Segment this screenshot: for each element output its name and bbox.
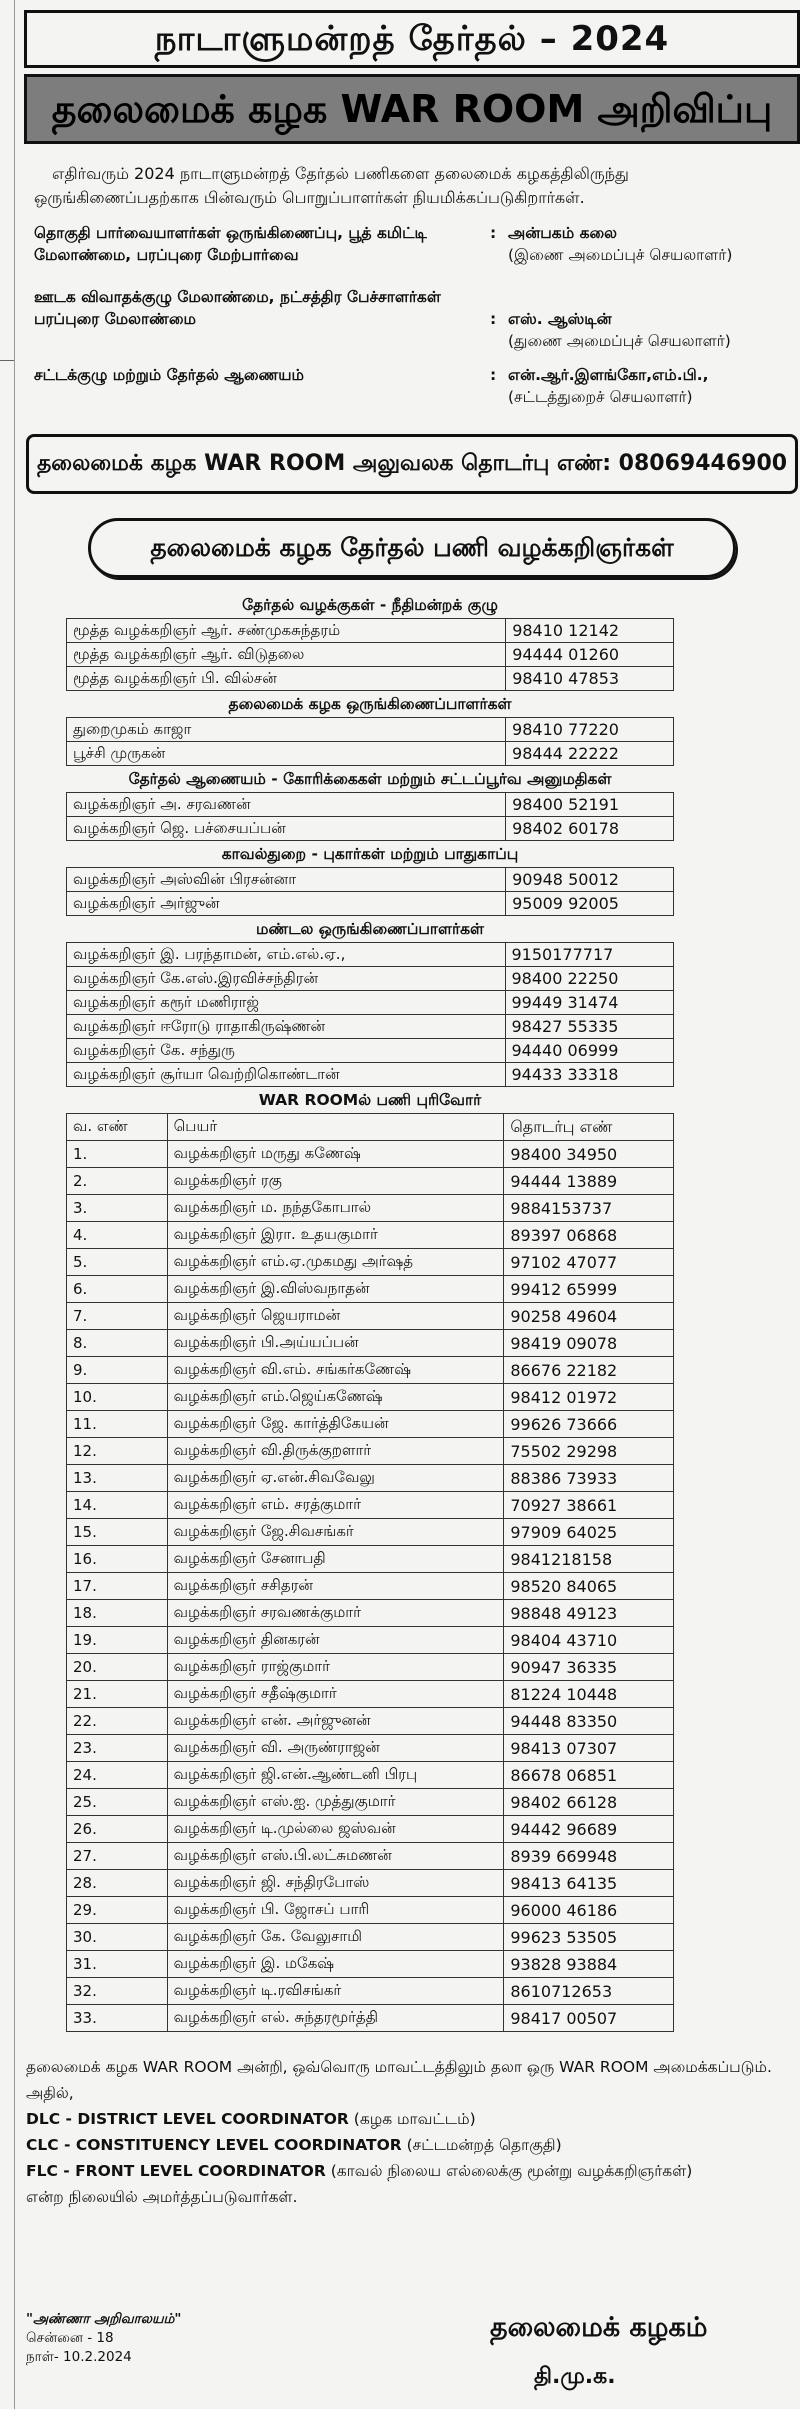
lawyers-tables (66, 592, 674, 2032)
serial-number: 1. (67, 1141, 168, 1168)
member-name: வழக்கறிஞர் இ.விஸ்வநாதன் (167, 1276, 504, 1303)
serial-number: 13. (67, 1465, 168, 1492)
member-phone: 94448 83350 (504, 1708, 674, 1735)
table-row (67, 1870, 674, 1897)
serial-number: 31. (67, 1951, 168, 1978)
member-name: வழக்கறிஞர் ரகு (167, 1168, 504, 1195)
table-row (67, 1519, 674, 1546)
serial-number: 20. (67, 1654, 168, 1681)
member-phone: 75502 29298 (504, 1438, 674, 1465)
section-heading: காவல்துறை - புகார்கள் மற்றும் பாதுகாப்பு (221, 845, 519, 863)
serial-number: 6. (67, 1276, 168, 1303)
serial-header: வ. எண் (67, 1114, 168, 1141)
member-phone: 99412 65999 (504, 1276, 674, 1303)
serial-number: 8. (67, 1330, 168, 1357)
table-row (67, 667, 674, 691)
level-title: - DISTRICT LEVEL COORDINATOR (60, 2110, 349, 2128)
lawyer-name: வழக்கறிஞர் அர்ஜுன் (67, 892, 506, 916)
table-row (67, 619, 674, 643)
serial-number: 26. (67, 1816, 168, 1843)
table-row (67, 1063, 674, 1087)
serial-number: 11. (67, 1411, 168, 1438)
appointee-designation: (இணை அமைப்புச் செயலாளர்) (508, 246, 733, 264)
member-name: வழக்கறிஞர் கே. வேலுசாமி (167, 1924, 504, 1951)
member-phone: 98400 34950 (504, 1141, 674, 1168)
member-phone: 86678 06851 (504, 1762, 674, 1789)
member-phone: 81224 10448 (504, 1681, 674, 1708)
member-phone: 9884153737 (504, 1195, 674, 1222)
member-phone: 98417 00507 (504, 2005, 674, 2032)
table-row (67, 1357, 674, 1384)
level-note: (காவல் நிலைய எல்லைக்கு மூன்று வழக்கறிஞர்கள்) (325, 2162, 693, 2180)
serial-number: 19. (67, 1627, 168, 1654)
appointee-name: அன்பகம் கலை (508, 224, 618, 242)
appointment-role: ஊடக விவாதக்குழு மேலாண்மை, நட்சத்திர பேச்சாளர்கள் பரப்புரை மேலாண்மை (34, 288, 441, 328)
member-phone: 96000 46186 (504, 1897, 674, 1924)
table-row (67, 1762, 674, 1789)
table-row (67, 742, 674, 766)
war-room-table (66, 1113, 674, 2032)
name-header: பெயர் (167, 1114, 504, 1141)
member-name: வழக்கறிஞர் சரவணக்குமார் (167, 1600, 504, 1627)
level-abbreviation: DLC (26, 2110, 61, 2128)
coordinator-level (26, 2132, 790, 2158)
member-name: வழக்கறிஞர் என். அர்ஜுனன் (167, 1708, 504, 1735)
lawyer-sections (66, 592, 674, 1087)
member-name: வழக்கறிஞர் தினகரன் (167, 1627, 504, 1654)
member-name: வழக்கறிஞர் எம்.ஜெய்கணேஷ் (167, 1384, 504, 1411)
member-phone: 98848 49123 (504, 1600, 674, 1627)
serial-number: 2. (67, 1168, 168, 1195)
table-row (67, 1708, 674, 1735)
level-title: - FRONT LEVEL COORDINATOR (57, 2162, 326, 2180)
table-row (67, 1039, 674, 1063)
section-table (66, 942, 674, 1087)
coordinator-levels (26, 2106, 790, 2184)
serial-number: 25. (67, 1789, 168, 1816)
member-name: வழக்கறிஞர் ஜே. கார்த்திகேயன் (167, 1411, 504, 1438)
adjacent-column-box (0, 0, 14, 361)
table-row (67, 793, 674, 817)
serial-number: 22. (67, 1708, 168, 1735)
adjacent-column-edge (0, 0, 15, 2409)
lawyer-name: வழக்கறிஞர் ஈரோடு ராதாகிருஷ்ணன் (67, 1015, 506, 1039)
section-heading: தேர்தல் ஆணையம் - கோரிக்கைகள் மற்றும் சட்டப்பூர்வ அனுமதிகள் (128, 770, 612, 788)
member-phone: 90947 36335 (504, 1654, 674, 1681)
serial-number: 21. (67, 1681, 168, 1708)
member-phone: 94442 96689 (504, 1816, 674, 1843)
lawyer-phone: 98410 77220 (506, 718, 674, 742)
appointment-person (508, 364, 790, 408)
party-headquarters: தலைமைக் கழகம் (490, 2312, 708, 2343)
member-name: வழக்கறிஞர் எஸ்.பி.லட்சுமணன் (167, 1843, 504, 1870)
serial-number: 24. (67, 1762, 168, 1789)
colon-separator: : (490, 310, 497, 328)
section-heading: தலைமைக் கழக ஒருங்கிணைப்பாளர்கள் (228, 695, 512, 713)
lawyer-name: வழக்கறிஞர் அஸ்வின் பிரசன்னா (67, 868, 506, 892)
lawyer-phone: 98410 12142 (506, 619, 674, 643)
lawyer-phone: 94433 33318 (505, 1063, 674, 1087)
lawyer-name: வழக்கறிஞர் ஜெ. பச்சையப்பன் (67, 817, 506, 841)
lawyer-name: வழக்கறிஞர் கே.எஸ்.இரவிச்சந்திரன் (67, 967, 506, 991)
table-row (67, 1276, 674, 1303)
table-row (67, 1627, 674, 1654)
phone-header: தொடர்பு எண் (504, 1114, 674, 1141)
member-phone: 9841218158 (504, 1546, 674, 1573)
page-title: நாடாளுமன்றத் தேர்தல் – 2024 (24, 10, 800, 68)
serial-number: 32. (67, 1978, 168, 2005)
member-name: வழக்கறிஞர் ஜெயராமன் (167, 1303, 504, 1330)
table-row (67, 1168, 674, 1195)
lawyer-name: மூத்த வழக்கறிஞர் பி. வில்சன் (67, 667, 506, 691)
appointee-designation: (சட்டத்துறைச் செயலாளர்) (508, 388, 693, 406)
member-name: வழக்கறிஞர் இரா. உதயகுமார் (167, 1222, 504, 1249)
appointment-row (34, 364, 790, 408)
member-phone: 86676 22182 (504, 1357, 674, 1384)
serial-number: 14. (67, 1492, 168, 1519)
serial-number: 27. (67, 1843, 168, 1870)
member-phone: 8939 669948 (504, 1843, 674, 1870)
member-phone: 98404 43710 (504, 1627, 674, 1654)
member-name: வழக்கறிஞர் வி.திருக்குறளார் (167, 1438, 504, 1465)
level-abbreviation: FLC (26, 2162, 58, 2180)
member-name: வழக்கறிஞர் சதீஷ்குமார் (167, 1681, 504, 1708)
district-war-room-note: தலைமைக் கழக WAR ROOM அன்றி, ஒவ்வொரு மாவட்டத்திலும் தலா ஒரு WAR ROOM அமைக்கப்படும். அதில், (26, 2058, 772, 2102)
level-note: (சட்டமன்றத் தொகுதி) (401, 2136, 562, 2154)
member-phone: 98520 84065 (504, 1573, 674, 1600)
table-row (67, 1735, 674, 1762)
war-room-heading: WAR ROOMல் பணி புரிவோர் (258, 1091, 482, 1109)
member-name: வழக்கறிஞர் ஜி.என்.ஆண்டனி பிரபு (167, 1762, 504, 1789)
member-phone: 97909 64025 (504, 1519, 674, 1546)
table-row (67, 1978, 674, 2005)
appointee-name: என்.ஆர்.இளங்கோ,எம்.பி., (508, 366, 709, 384)
member-name: வழக்கறிஞர் டி.ரவிசங்கர் (167, 1978, 504, 2005)
appointment-row (34, 222, 790, 266)
serial-number: 12. (67, 1438, 168, 1465)
member-name: வழக்கறிஞர் ஜி. சந்திரபோஸ் (167, 1870, 504, 1897)
table-row (67, 1573, 674, 1600)
member-phone: 97102 47077 (504, 1249, 674, 1276)
appointee-name: எஸ். ஆஸ்டின் (508, 310, 612, 328)
serial-number: 33. (67, 2005, 168, 2032)
level-note: (கழக மாவட்டம்) (348, 2110, 476, 2128)
member-name: வழக்கறிஞர் பி. ஜோசப் பாரி (167, 1897, 504, 1924)
lawyer-phone: 98427 55335 (505, 1015, 674, 1039)
lawyer-phone: 94444 01260 (506, 643, 674, 667)
table-row (67, 1924, 674, 1951)
lawyer-phone: 95009 92005 (506, 892, 674, 916)
notice-banner: தலைமைக் கழக WAR ROOM அறிவிப்பு (24, 74, 800, 144)
member-name: வழக்கறிஞர் டி.முல்லை ஜஸ்வன் (167, 1816, 504, 1843)
table-row (67, 1411, 674, 1438)
notice-date: நாள்- 10.2.2024 (26, 2349, 132, 2365)
lawyer-name: துறைமுகம் காஜா (67, 718, 506, 742)
section-heading: மண்டல ஒருங்கிணைப்பாளர்கள் (256, 920, 484, 938)
section-table (66, 618, 674, 691)
level-abbreviation: CLC (26, 2136, 59, 2154)
lawyer-phone: 98410 47853 (506, 667, 674, 691)
member-phone: 90258 49604 (504, 1303, 674, 1330)
table-row (67, 643, 674, 667)
appointee-designation: (துணை அமைப்புச் செயலாளர்) (508, 332, 731, 350)
closing-line: என்ற நிலையில் அமர்த்தப்படுவார்கள். (26, 2188, 298, 2206)
member-phone: 88386 73933 (504, 1465, 674, 1492)
lawyer-phone: 94440 06999 (505, 1039, 674, 1063)
appointments-list (34, 222, 790, 408)
colon-separator: : (490, 366, 497, 384)
serial-number: 9. (67, 1357, 168, 1384)
table-row (67, 1438, 674, 1465)
table-row (67, 1951, 674, 1978)
serial-number: 29. (67, 1897, 168, 1924)
member-name: வழக்கறிஞர் எல். சுந்தரமூர்த்தி (167, 2005, 504, 2032)
party-name: தி.மு.க. (534, 2364, 616, 2389)
member-name: வழக்கறிஞர் ஏ.என்.சிவவேலு (167, 1465, 504, 1492)
lawyer-phone: 98400 22250 (505, 967, 674, 991)
serial-number: 7. (67, 1303, 168, 1330)
serial-number: 18. (67, 1600, 168, 1627)
member-phone: 98413 64135 (504, 1870, 674, 1897)
member-name: வழக்கறிஞர் பி.அய்யப்பன் (167, 1330, 504, 1357)
lawyer-phone: 98402 60178 (506, 817, 674, 841)
table-row (67, 1843, 674, 1870)
serial-number: 17. (67, 1573, 168, 1600)
table-row (67, 892, 674, 916)
table-row (67, 1249, 674, 1276)
member-name: வழக்கறிஞர் சசிதரன் (167, 1573, 504, 1600)
serial-number: 3. (67, 1195, 168, 1222)
lawyer-phone: 98444 22222 (506, 742, 674, 766)
table-row (67, 1222, 674, 1249)
table-row (67, 967, 674, 991)
table-row (67, 1303, 674, 1330)
lawyer-phone: 90948 50012 (506, 868, 674, 892)
appointment-person (508, 286, 790, 352)
serial-number: 30. (67, 1924, 168, 1951)
lawyer-name: பூச்சி முருகன் (67, 742, 506, 766)
colon-separator: : (490, 224, 497, 242)
office-address (26, 2310, 181, 2367)
member-name: வழக்கறிஞர் ம. நந்தகோபால் (167, 1195, 504, 1222)
appointment-role: சட்டக்குழு மற்றும் தேர்தல் ஆணையம் (34, 366, 304, 384)
member-phone: 98413 07307 (504, 1735, 674, 1762)
section-heading: தேர்தல் வழக்குகள் - நீதிமன்றக் குழு (242, 596, 498, 614)
lawyer-phone: 98400 52191 (506, 793, 674, 817)
lawyer-name: வழக்கறிஞர் அ. சரவணன் (67, 793, 506, 817)
lawyer-phone: 99449 31474 (505, 991, 674, 1015)
coordinator-level (26, 2106, 790, 2132)
table-row (67, 1546, 674, 1573)
coordinator-level (26, 2158, 790, 2184)
member-phone: 93828 93884 (504, 1951, 674, 1978)
intro-paragraph: எதிர்வரும் 2024 நாடாளுமன்றத் தேர்தல் பணிகளை தலைமைக் கழகத்திலிருந்து ஒருங்கிணைப்பதற்காக பின்வரும் பொறுப்பாளர்கள் நியமிக்கப்படுகிறார்கள். (34, 164, 629, 207)
member-name: வழக்கறிஞர் எம்.ஏ.முகமது அர்ஷத் (167, 1249, 504, 1276)
member-phone: 98402 66128 (504, 1789, 674, 1816)
member-phone: 89397 06868 (504, 1222, 674, 1249)
member-phone: 8610712653 (504, 1978, 674, 2005)
appointment-role: தொகுதி பார்வையாளர்கள் ஒருங்கிணைப்பு, பூத் கமிட்டி மேலாண்மை, பரப்புரை மேற்பார்வை (34, 224, 427, 264)
lawyers-heading: தலைமைக் கழக தேர்தல் பணி வழக்கறிஞர்கள் (88, 518, 736, 578)
member-name: வழக்கறிஞர் ராஜ்குமார் (167, 1654, 504, 1681)
lawyer-name: வழக்கறிஞர் கரூர் மணிராஜ் (67, 991, 506, 1015)
serial-number: 10. (67, 1384, 168, 1411)
member-name: வழக்கறிஞர் எஸ்.ஐ. முத்துகுமார் (167, 1789, 504, 1816)
member-phone: 94444 13889 (504, 1168, 674, 1195)
lawyer-name: வழக்கறிஞர் இ. பரந்தாமன், எம்.எல்.ஏ., (67, 943, 506, 967)
serial-number: 28. (67, 1870, 168, 1897)
member-phone: 99623 53505 (504, 1924, 674, 1951)
table-row (67, 718, 674, 742)
war-room-header-row (67, 1114, 674, 1141)
table-row (67, 817, 674, 841)
table-row (67, 991, 674, 1015)
office-name: "அண்ணா அறிவாலயம்" (26, 2311, 182, 2327)
member-phone: 70927 38661 (504, 1492, 674, 1519)
section-table (66, 867, 674, 916)
serial-number: 23. (67, 1735, 168, 1762)
appointment-person (508, 222, 790, 266)
table-row (67, 1015, 674, 1039)
lawyer-name: வழக்கறிஞர் சூர்யா வெற்றிகொண்டான் (67, 1063, 506, 1087)
lawyer-name: வழக்கறிஞர் கே. சந்துரு (67, 1039, 506, 1063)
section-table (66, 717, 674, 766)
table-row (67, 1492, 674, 1519)
table-row (67, 1789, 674, 1816)
table-row (67, 1654, 674, 1681)
section-table (66, 792, 674, 841)
table-row (67, 1465, 674, 1492)
office-city: சென்னை - 18 (26, 2330, 114, 2346)
table-row (67, 1600, 674, 1627)
serial-number: 15. (67, 1519, 168, 1546)
lawyer-phone: 9150177717 (505, 943, 674, 967)
footer-notes (26, 2054, 790, 2210)
member-name: வழக்கறிஞர் எம். சரத்குமார் (167, 1492, 504, 1519)
member-name: வழக்கறிஞர் சேனாபதி (167, 1546, 504, 1573)
war-room-contact-box: தலைமைக் கழக WAR ROOM அலுவலக தொடர்பு எண்: 08069446900 (26, 434, 798, 494)
member-name: வழக்கறிஞர் மருது கணேஷ் (167, 1141, 504, 1168)
serial-number: 5. (67, 1249, 168, 1276)
notice-page (24, 0, 800, 2210)
member-name: வழக்கறிஞர் இ. மகேஷ் (167, 1951, 504, 1978)
appointment-row (34, 286, 790, 352)
serial-number: 4. (67, 1222, 168, 1249)
table-row (67, 1816, 674, 1843)
table-row (67, 1681, 674, 1708)
member-phone: 98419 09078 (504, 1330, 674, 1357)
lawyer-name: மூத்த வழக்கறிஞர் ஆர். சண்முகசுந்தரம் (67, 619, 506, 643)
member-phone: 99626 73666 (504, 1411, 674, 1438)
table-row (67, 2005, 674, 2032)
table-row (67, 868, 674, 892)
member-name: வழக்கறிஞர் வி.எம். சங்கர்கணேஷ் (167, 1357, 504, 1384)
table-row (67, 1141, 674, 1168)
table-row (67, 943, 674, 967)
member-phone: 98412 01972 (504, 1384, 674, 1411)
level-title: - CONSTITUENCY LEVEL COORDINATOR (58, 2136, 402, 2154)
lawyer-name: மூத்த வழக்கறிஞர் ஆர். விடுதலை (67, 643, 506, 667)
table-row (67, 1384, 674, 1411)
table-row (67, 1195, 674, 1222)
table-row (67, 1330, 674, 1357)
serial-number: 16. (67, 1546, 168, 1573)
table-row (67, 1897, 674, 1924)
member-name: வழக்கறிஞர் வி. அருண்ராஜன் (167, 1735, 504, 1762)
member-name: வழக்கறிஞர் ஜே.சிவசங்கர் (167, 1519, 504, 1546)
